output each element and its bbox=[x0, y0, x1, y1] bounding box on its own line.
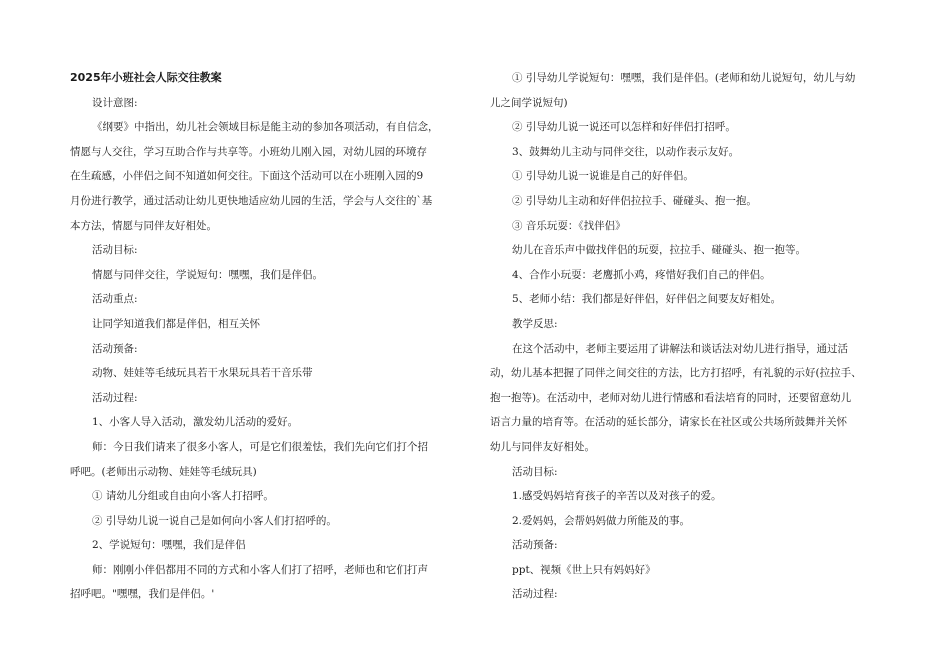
text-line: 1、小客人导入活动，激发幼儿活动的爱好。 bbox=[92, 416, 299, 429]
left-column bbox=[70, 66, 468, 607]
text-line: 幼儿在音乐声中做找伴侣的玩耍，拉拉手、碰碰头、抱一抱等。 bbox=[512, 244, 806, 257]
text-line: 活动目标: bbox=[512, 465, 558, 478]
text-line: 幼儿与同伴友好相处。 bbox=[490, 440, 595, 453]
text-line: 月份进行教学，通过活动让幼儿更快地适应幼儿园的生活，学会与人交往的`基 bbox=[70, 194, 433, 207]
text-line: 活动预备: bbox=[512, 539, 558, 552]
text-line: 3、鼓舞幼儿主动与同伴交往，以动作表示友好。 bbox=[512, 145, 740, 158]
text-line: 5、老师小结：我们都是好伴侣，好伴侣之间要友好相处。 bbox=[512, 293, 782, 306]
text-line: 动，幼儿基本把握了同伴之间交往的方法，比方打招呼，有礼貌的示好(拉拉手、 bbox=[490, 367, 862, 380]
text-line: 活动预备: bbox=[92, 342, 138, 355]
text-line: 在生疏感，小伴侣之间不知道如何交往。下面这个活动可以在小班刚入园的9 bbox=[70, 170, 424, 183]
left-body bbox=[70, 91, 468, 607]
text-line: 4、合作小玩耍：老鹰抓小鸡，疼惜好我们自己的伴侣。 bbox=[512, 268, 771, 281]
text-line: ① 引导幼儿学说短句：嘿嘿，我们是伴侣。(老师和幼儿说短句，幼儿与幼 bbox=[512, 72, 856, 84]
text-line: 1.感受妈妈培育孩子的辛苦以及对孩子的爱。 bbox=[512, 490, 722, 503]
text-line: 抱一抱等)。在活动中，老师对幼儿进行情感和看法培育的同时，还要留意幼儿 bbox=[490, 391, 852, 404]
text-line: 活动目标: bbox=[92, 244, 138, 257]
text-line: ② 引导幼儿主动和好伴侣拉拉手、碰碰头、抱一抱。 bbox=[512, 194, 757, 207]
text-line: 呼吧。(老师出示动物、娃娃等毛绒玩具) bbox=[70, 465, 257, 478]
right-column bbox=[490, 66, 885, 607]
text-line: 活动重点: bbox=[92, 293, 138, 306]
text-line: 情愿与人交往，学习互助合作与共享等。小班幼儿刚入园，对幼儿园的环境存 bbox=[70, 145, 427, 158]
text-line: ① 引导幼儿说一说谁是自己的好伴侣。 bbox=[512, 170, 694, 183]
text-line: 设计意图: bbox=[92, 96, 138, 109]
text-line: 2、学说短句：嘿嘿，我们是伴侣 bbox=[92, 539, 246, 552]
text-line: 儿之间学说短句) bbox=[490, 96, 568, 109]
text-line: ppt、视频《世上只有妈妈好》 bbox=[512, 563, 656, 576]
text-line: ① 请幼儿分组或自由向小客人打招呼。 bbox=[92, 490, 274, 503]
text-line: 2.爱妈妈，会帮妈妈做力所能及的事。 bbox=[512, 514, 691, 527]
text-line: 《纲要》中指出，幼儿社会领域目标是能主动的参加各项活动，有自信念， bbox=[92, 121, 439, 134]
text-line: 让同学知道我们都是伴侣，相互关怀 bbox=[92, 317, 260, 330]
text-line: 活动过程: bbox=[92, 391, 138, 404]
text-line: 在这个活动中，老师主要运用了讲解法和谈话法对幼儿进行指导，通过活 bbox=[512, 342, 848, 355]
text-line: 招呼吧。"嘿嘿，我们是伴侣。' bbox=[70, 588, 215, 601]
text-line: 动物、娃娃等毛绒玩具若干水果玩具若干音乐带 bbox=[92, 367, 313, 380]
document-title: 2025年小班社会人际交往教案 bbox=[70, 71, 222, 84]
text-line: 师：今日我们请来了很多小客人，可是它们很羞怯，我们先向它们打个招 bbox=[92, 440, 428, 453]
text-line: 师：刚刚小伴侣都用不同的方式和小客人们打了招呼，老师也和它们打声 bbox=[92, 563, 428, 576]
right-body bbox=[490, 66, 885, 607]
text-line: ③ 音乐玩耍：《找伴侣》 bbox=[512, 219, 626, 232]
text-line: 教学反思: bbox=[512, 317, 558, 330]
text-line: 本方法，情愿与同伴友好相处。 bbox=[70, 219, 217, 232]
text-line: 活动过程: bbox=[512, 588, 558, 601]
text-line: 情愿与同伴交往，学说短句：嘿嘿，我们是伴侣。 bbox=[92, 268, 323, 281]
text-line: ② 引导幼儿说一说还可以怎样和好伴侣打招呼。 bbox=[512, 121, 736, 134]
text-line: ② 引导幼儿说一说自己是如何向小客人们打招呼的。 bbox=[92, 514, 337, 527]
text-line: 语言力量的培育等。在活动的延长部分，请家长在社区或公共场所鼓舞并关怀 bbox=[490, 416, 847, 429]
